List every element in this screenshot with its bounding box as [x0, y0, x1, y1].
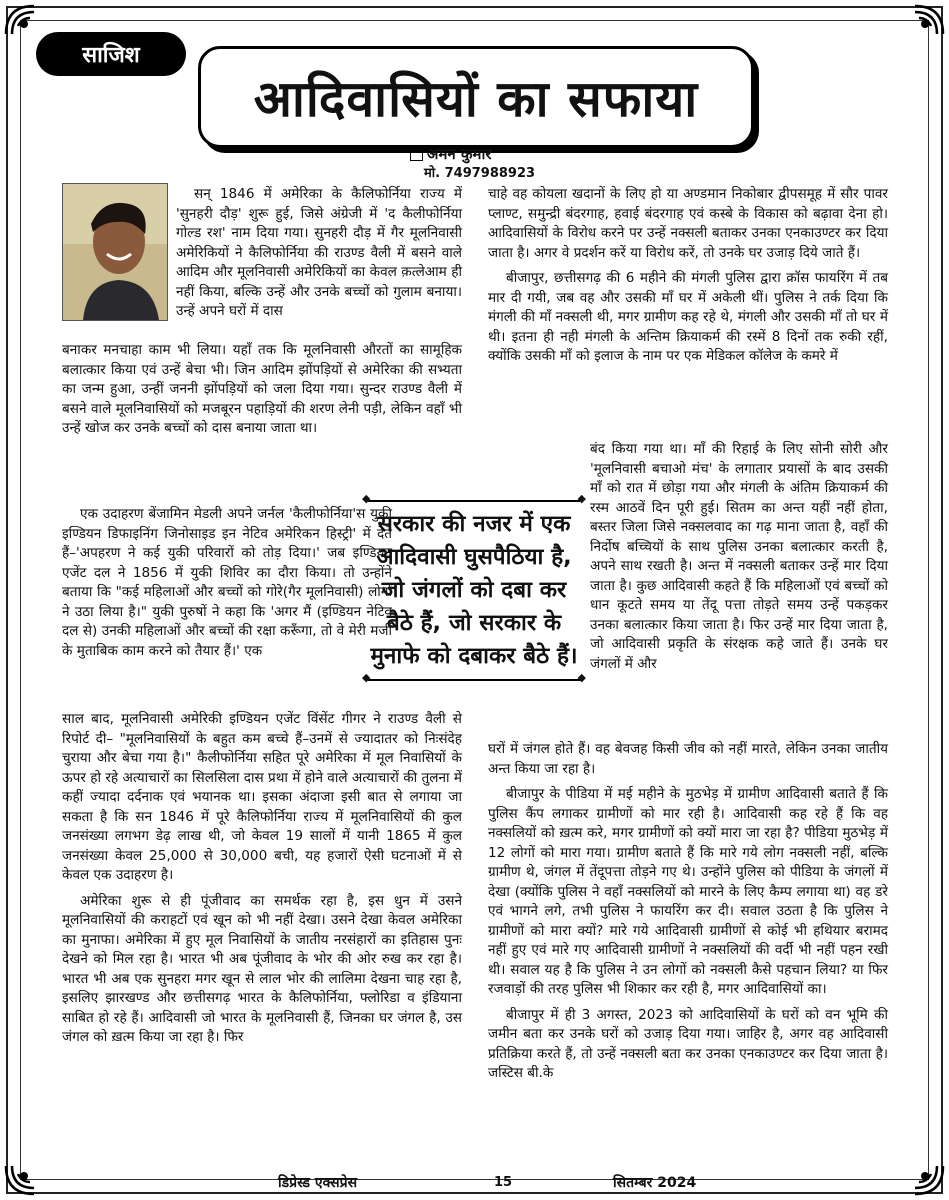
paragraph: चाहे वह कोयला खदानों के लिए हो या अण्डमान निकोबार द्वीपसमूह में सौर पावर प्लाण्ट, समुन्द्री बंदरगाह, हवाई बंदरगाह एवं कस्बे के विकास को बढ़ावा देना हो। आदिवासियों के विरोध करने पर उन्हें नक्सली बताकर उनका एनकाउण्टर कर दिया जाता है। अगर वे प्रदर्शन करें या विरोध करें, तो उनके घर उजाड़ दिये जाते हैं।	[488, 186, 888, 261]
paragraph: बीजापुर के पीडिया में मई महीने के मुठभेड़ में ग्रामीण आदिवासी बताते हैं कि पुलिस कैंप लगाकर ग्रामीणों को मार रही है। आदिवासी कह रहे हैं कि वह नक्सलियों को ख़त्म करे, मगर ग्रामीणों को क्यों मारा जा रहा है? पीडिया मुठभेड़ में 12 लोगों को मारा गया। ग्रामीण बताते हैं कि मारे गये लोग नक्सली नहीं, बल्कि ग्रामीण थे, जंगल में तेंदूपत्ता तोड़ने गए थे। उन्होंने पुलिस को पीडिया के जंगलों में देखा (क्योंकि पुलिस ने वहाँ नक्सलियों को मारने के लिए कैम्प लगाया था) वह डरे एवं भागने लगे, तभी पुलिस ने फायरिंग कर दी। सवाल उठता है कि पुलिस ने ग्रामीणों को मारा क्यों? मारे गये आदिवासी ग्रामीणों से कोई भी हथियार बरामद नहीं हुए एवं मारे गए आदिवासी ग्रामीणों ने नक्सलियों की वर्दी भी नहीं पहन रखी थी। सवाल यह है कि पुलिस ने उन लोगों को नक्सली कैसे पहचान लिया? या फिर रजवाड़ों की तरह पुलिस भी शिकार कर रही है, मगर आदिवासियों का।	[488, 786, 888, 997]
pull-quote	[368, 450, 580, 730]
paragraph: बंद किया गया था। माँ की रिहाई के लिए सोनी सोरी और 'मूलनिवासी बचाओ मंच' के लगातार प्रयासों के बाद उसकी माँ को रात में छोड़ा गया और मंगली के अंतिम क्रियाकर्म की रस्म आठवें दिन पूरी हुई। सितम का अन्त यहीं नहीं होता, बस्तर जिला जिसे नक्सलवाद का गढ़ माना जाता है, वहाँ की निर्दोष बच्चियों के साथ पुलिस उनका बलात्कार करती है, अपने साथ रखती है। अन्त में नक्सली बताकर उन्हें मार दिया जाता है। कुछ आदिवासी कहते हैं कि महिलाओं एवं बच्चों को धान कूटते समय या तेंदू पत्ता तोड़ते समय उन्हें पकड़कर उनका बलात्कार किया जाता है। फिर उन्हें मार दिया जाता है, जो आदिवासी प्रकृति के संरक्षक कहे जाते हैं। उनके घर जंगलों में और	[590, 441, 888, 672]
page-footer	[28, 1170, 921, 1194]
paragraph: अमेरिका शुरू से ही पूंजीवाद का समर्थक रहा है, इस धुन में उसने मूलनिवासियों की कराहटों एवं खून को भी नहीं देखा। उसने देखा केवल अमेरिका का मुनाफा। अमेरिका में हुए मूल निवासियों के जातीय नरसंहारों का इतिहास पुनः देखने को मिल रहा है। भारत भी अब पूंजीवाद के भोर की ओर रुख कर रहा है। भारत भी अब एक सुनहरा मगर खून से लाल भोर की लालिमा देखना चाह रहा है, इसलिए झारखण्ड और छत्तीसगढ़ भारत के कैलिफोर्निया, फ्लोरिडा व इंडियाना साबित हो रहे हैं। आदिवासी जो भारत के मूलनिवासी हैं, जिनका घर जंगल है, उस जंगल को ख़त्म किया जा रहा है। फिर	[62, 892, 462, 1045]
article-left-column-top	[176, 185, 462, 322]
article-right-column-bottom	[488, 740, 888, 1084]
paragraph: एक उदाहरण बेंजामिन मेडली अपने जर्नल 'कैलीफोर्निया'स युकी इण्डियन डिफाइनिंग जिनोसाइड इन नेटिव अमेरिकन हिस्ट्री' में देते हैं–'अपहरण ने कई युकी परिवारों को तोड़ दिया।' जब इण्डियन एजेंट दल ने 1856 में युकी शिविर का दौरा किया। तो उन्होंने बताया कि "कई महिलाओं और बच्चों को गोरे(गैर मूलनिवासी) लोगों ने उठा लिया है।" युकी पुरुषों ने कहा कि 'अगर मैं (इण्डियन नेटिव दल से) उनकी महिलाओं और बच्चों की रक्षा करूँगा, तो वे मेरी मर्जी के मुताबिक काम करने को तैयार हैं।' एक	[62, 506, 392, 659]
magazine-name: डिप्रेस्ड एक्सप्रेस	[278, 1174, 358, 1191]
article-right-column-top	[488, 185, 888, 367]
article-title: आदिवासियों का सफाया	[198, 46, 754, 148]
paragraph: बीजापुर में ही 3 अगस्त, 2023 को आदिवासियों के घरों को वन भूमि की जमीन बता कर उनके घरों को उजाड़ दिया गया। जाहिर है, अगर वह आदिवासी प्रतिक्रिया करते हैं, तो उन्हें नक्सली बता कर उनका एनकाउण्टर कर दिया जाता है। जस्टिस बी.के	[488, 1006, 888, 1081]
author-photo	[62, 183, 168, 321]
paragraph: सन् 1846 में अमेरिका के कैलिफोर्निया राज्य में 'सुनहरी दौड़' शुरू हुई, जिसे अंग्रेजी में 'द कैलीफोर्निया गोल्ड रश' नाम दिया गया। सुनहरी दौड़ में गैर मूलनिवासी अमेरिकियों ने कैलिफोर्निया की राउण्ड वैली में बसने वाले आदिम और मूलनिवासी अमेरिकियों का केवल क़त्लेआम ही नहीं किया, बल्कि उन्हें और उनके बच्चों को गुलाम बनाया। उन्हें अपने घरों में दास	[176, 186, 462, 319]
issue-date: सितम्बर 2024	[613, 1174, 697, 1191]
paragraph: बीजापुर, छत्तीसगढ़ की 6 महीने की मंगली पुलिस द्वारा क्रॉस फायरिंग में तब मार दी गयी, जब वह और उसकी माँ घर में अकेली थीं। पुलिस ने तर्क दिया कि मंगली की माँ नक्सली थी, मगर ग्रामीण कह रहे थे, मंगली और उसकी माँ तो घर में थी। इतना ही नही मंगली के अन्तिम क्रियाकर्म की रस्में 8 दिनों तक रुकी रहीं, क्योंकि उसकी माँ को इलाज के नाम पर एक मेडिकल कॉलेज के कमरे में	[488, 270, 888, 364]
corner-ornament-icon	[885, 4, 945, 64]
section-tag: साजिश	[38, 34, 184, 74]
divider	[368, 500, 580, 502]
paragraph: बनाकर मनचाहा काम भी लिया। यहाँ तक कि मूलनिवासी औरतों का सामूहिक बलात्कार किया एवं उन्हें बेचा भी। जिन आदिम झोंपड़ियों से अमेरिका की सभ्यता का जन्म हुआ, उन्हीं जननी झोंपड़ियों को जला दिया गया। सुन्दर राउण्ड वैली में बसने वाले मूलनिवासियों को मजबूरन पहाड़ियों की शरण लेनी पड़ी, लेकिन वहाँ भी उन्हें खोज कर उनके बच्चों को दास बनाया जाता था।	[62, 342, 462, 436]
pull-quote-text: सरकार की नजर में एक आदिवासी घुसपैठिया है, जो जंगलों को दबा कर बैठे हैं, जो सरकार के मुनाफे को दबाकर बैठे हैं।	[370, 510, 578, 669]
author-name: अमन कुमार	[427, 145, 492, 163]
article-left-column-mid	[62, 341, 462, 439]
article-left-column-beside-quote	[62, 505, 392, 661]
paragraph: घरों में जंगल होते हैं। वह बेवजह किसी जीव को नहीं मारते, लेकिन उनका जातीय अन्त किया जा रहा है।	[488, 741, 888, 777]
divider	[368, 679, 580, 681]
article-right-column-beside-quote	[590, 440, 888, 674]
checkbox-glyph-icon	[410, 148, 423, 161]
author-byline	[410, 144, 492, 164]
article-left-column-bottom	[62, 710, 462, 1048]
paragraph: साल बाद, मूलनिवासी अमेरिकी इण्डियन एजेंट विंसेंट गीगर ने राउण्ड वैली से रिपोर्ट दी– "मूलनिवासियों के बहुत कम बच्चे हैं–उनमें से ज्यादातर को निःसंदेह चुराया और बेचा गया है।" कैलीफोर्निया सहित पूरे अमेरिका में मूल निवासियों के ऊपर हो रहे अत्याचारों का सिलसिला दास प्रथा में होने वाले अत्याचारों की तुलना में कहीं ज्यादा दर्दनाक एवं भयानक था। इसका अंदाजा इसी बात से लगाया जा सकता है कि सन 1846 में पूरे कैलिफोर्निया राज्य में मूलनिवासियों की कुल जनसंख्या लगभग डेढ़ लाख थी, जो केवल 19 सालों में यानी 1865 में कुल जनसंख्या केवल 25,000 से 30,000 बची, यह हजारों ऐसी घटनाओं में से केवल एक उदाहरण है।	[62, 711, 462, 883]
author-phone: मो. 7497988923	[424, 166, 536, 181]
page-number: 15	[494, 1174, 513, 1190]
